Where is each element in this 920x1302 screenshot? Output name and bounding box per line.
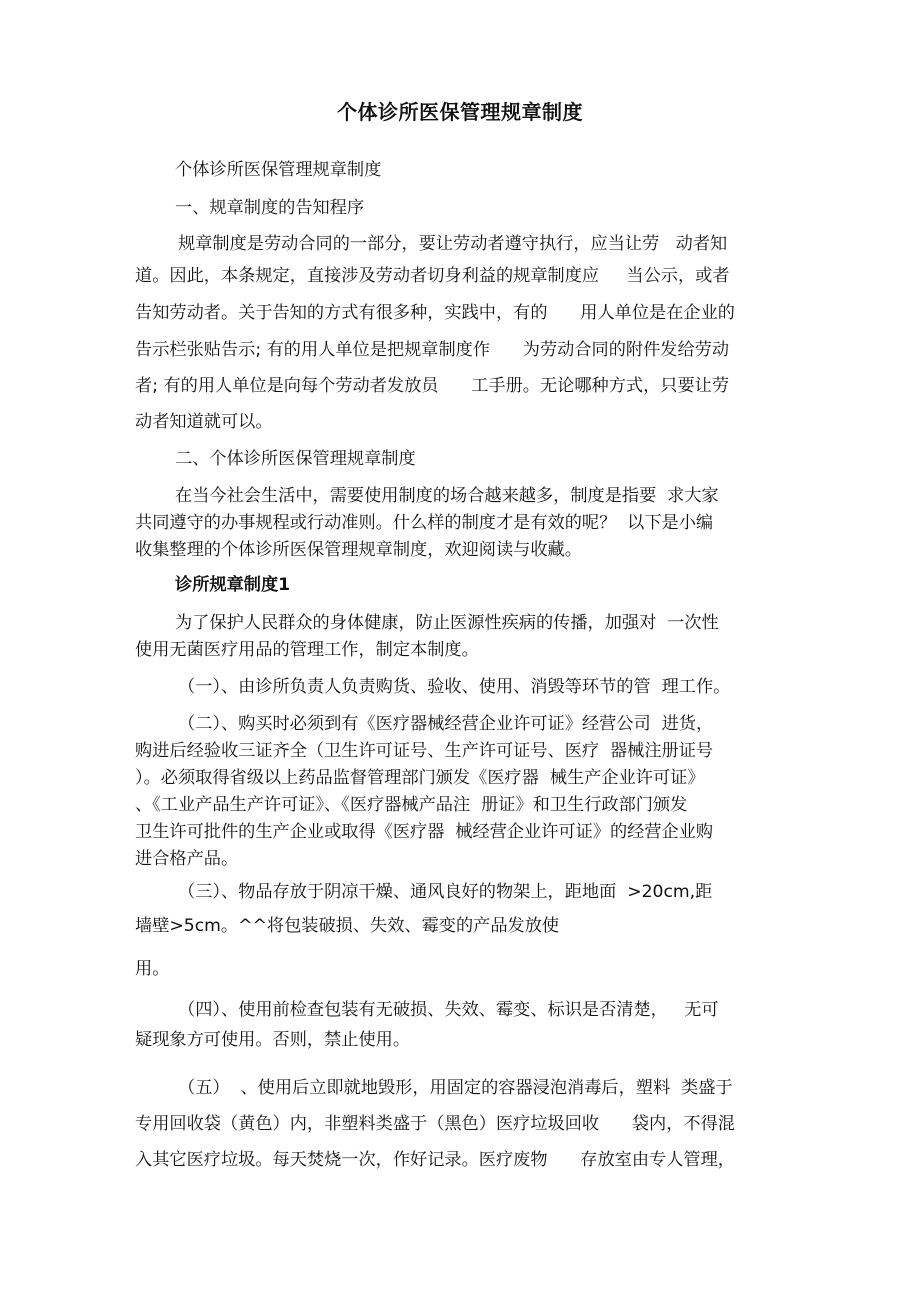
- paragraph-line: 、《工业产品生产许可证》、《医疗器械产品注 册证》和卫生行政部门颁发: [135, 795, 688, 815]
- paragraph-line: 者; 有的用人单位是向每个劳动者发放员 工手册。无论哪种方式，只要让劳: [135, 376, 730, 396]
- paragraph-line: 购进后经验收三证齐全（卫生许可证号、生产许可证号、医疗 器械注册证号: [135, 741, 714, 761]
- document-title: 个体诊所医保管理规章制度: [337, 100, 583, 124]
- paragraph-line: 告示栏张贴告示; 有的用人单位是把规章制度作 为劳动合同的附件发给劳动: [135, 340, 730, 360]
- paragraph-line: 卫生许可批件的生产企业或取得《医疗器 械经营企业许可证》的经营企业购: [135, 822, 714, 842]
- paragraph-line: 规章制度是劳动合同的一部分，要让劳动者遵守执行，应当让劳 动者知: [178, 234, 728, 254]
- paragraph-line: 使用无菌医疗用品的管理工作，制定本制度。: [135, 640, 479, 660]
- paragraph-line: 进合格产品。: [135, 849, 239, 869]
- paragraph-line: （二）、购买时必须到有《医疗器械经营企业许可证》经营公司 进货，: [178, 714, 714, 734]
- paragraph-line: 个体诊所医保管理规章制度: [175, 160, 382, 180]
- paragraph-line: 疑现象方可使用。否则，禁止使用。: [135, 1030, 411, 1050]
- paragraph-line: 用。: [135, 959, 170, 979]
- paragraph-line: 为了保护人民群众的身体健康，防止医源性疾病的传播，加强对 一次性: [175, 613, 719, 633]
- paragraph-line: ）。必须取得省级以上药品监督管理部门颁发《医疗器 械生产企业许可证》: [135, 768, 705, 788]
- paragraph-line: 道。因此，本条规定，直接涉及劳动者切身利益的规章制度应 当公示，或者: [135, 266, 730, 286]
- section-heading: 一、规章制度的告知程序: [175, 198, 365, 218]
- paragraph-line: 在当今社会生活中，需要使用制度的场合越来越多，制度是指要 求大家: [175, 486, 719, 506]
- paragraph-line: （一）、由诊所负责人负责购货、验收、使用、消毁等环节的管 理工作。: [178, 677, 731, 697]
- subsection-heading: 诊所规章制度1: [175, 575, 291, 595]
- section-heading: 二、个体诊所医保管理规章制度: [175, 449, 416, 469]
- paragraph-line: （三）、物品存放于阴凉干燥、通风良好的物架上，距地面 >20cm,距: [178, 882, 713, 902]
- paragraph-line: 共同遵守的办事规程或行动准则。什么样的制度才是有效的呢？ 以下是小编: [135, 513, 714, 533]
- paragraph-line: 墙壁>5cm。^^将包装破损、失效、霉变的产品发放使: [135, 916, 560, 936]
- paragraph-line: 入其它医疗垃圾。每天焚烧一次，作好记录。医疗废物 存放室由专人管理，: [135, 1150, 735, 1170]
- paragraph-line: 专用回收袋（黄色）内，非塑料类盛于（黑色）医疗垃圾回收 袋内，不得混: [135, 1114, 735, 1134]
- paragraph-line: （五） 、使用后立即就地毁形，用固定的容器浸泡消毒后，塑料 类盛于: [178, 1078, 733, 1098]
- paragraph-line: 收集整理的个体诊所医保管理规章制度，欢迎阅读与收藏。: [135, 540, 582, 560]
- paragraph-line: 动者知道就可以。: [135, 412, 273, 432]
- paragraph-line: （四）、使用前检查包装有无破损、失效、霉变、标识是否清楚， 无可: [178, 1000, 719, 1020]
- paragraph-line: 告知劳动者。关于告知的方式有很多种，实践中，有的 用人单位是在企业的: [135, 303, 735, 323]
